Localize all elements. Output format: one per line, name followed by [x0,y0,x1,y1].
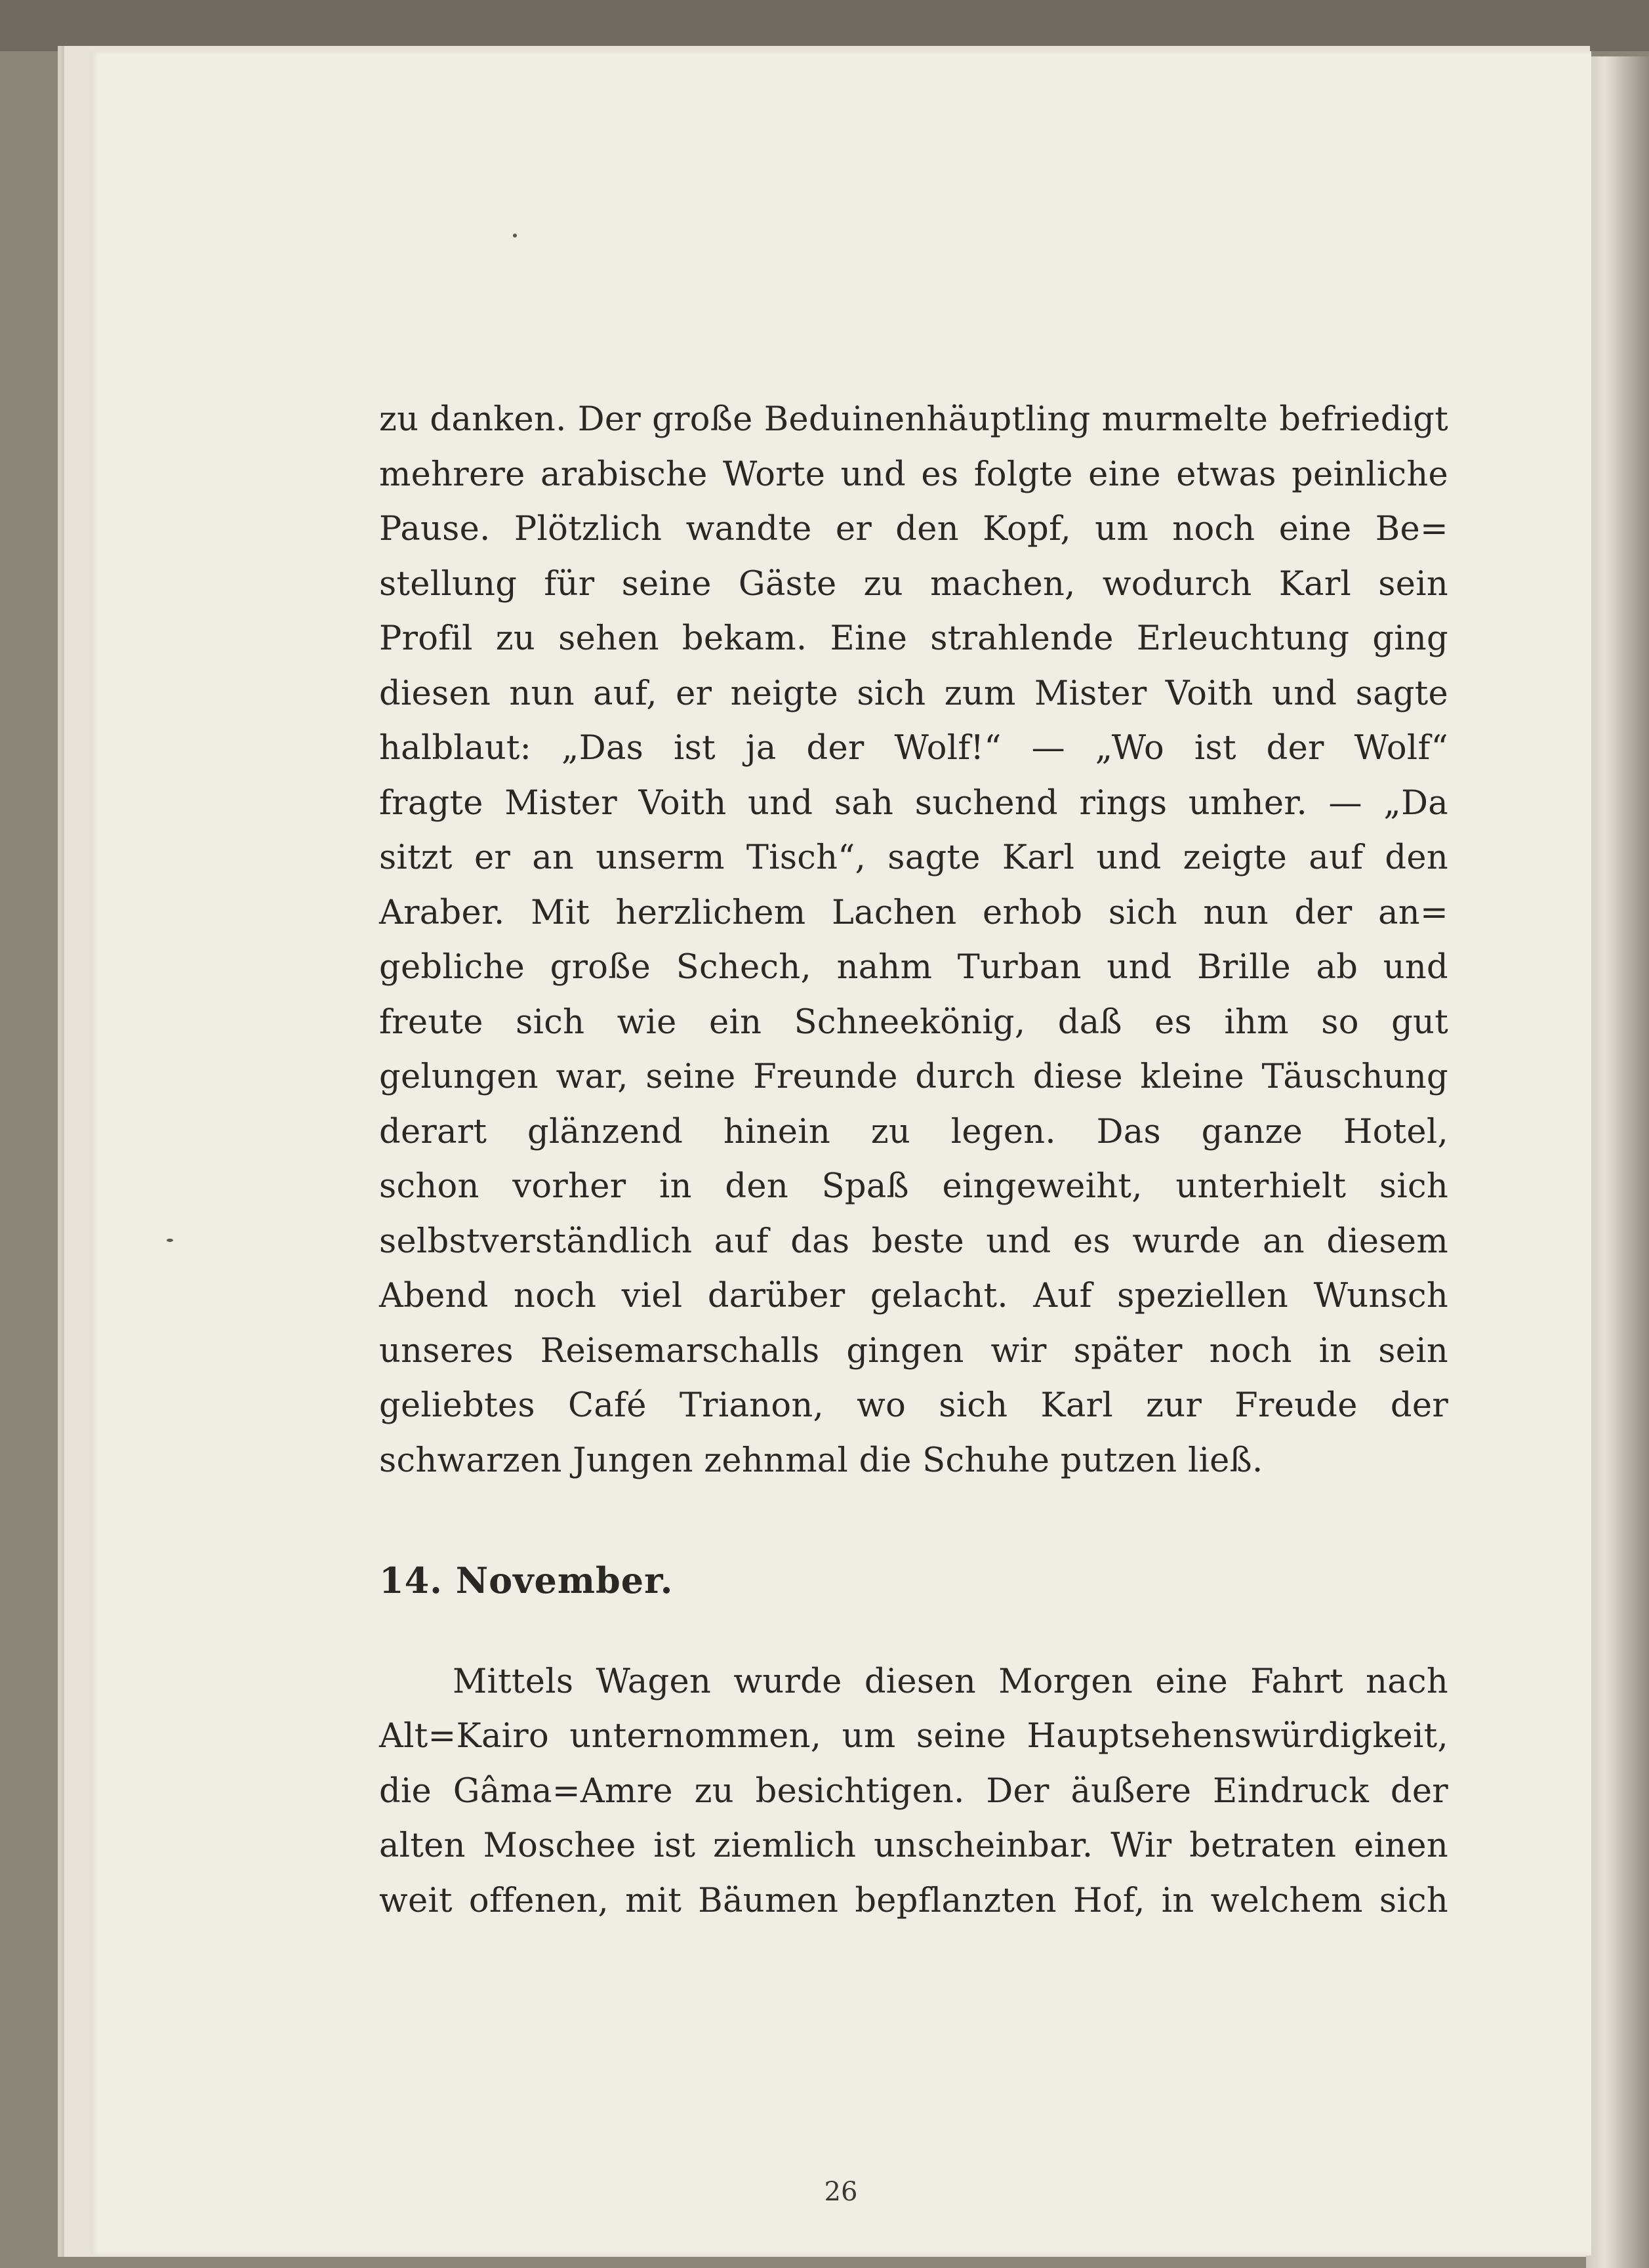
text-line: Araber. Mit herzlichem Lachen erhob sich nun der an= [379,893,1448,932]
paper-speck [167,1239,173,1242]
text-line: weit offenen, mit Bäumen bepflanzten Hof, in welchem sich [379,1881,1448,1920]
text-line: schon vorher in den Spaß eingeweiht, unterhielt sich [379,1167,1448,1206]
text-line: Mittels Wagen wurde diesen Morgen eine Fahrt nach [453,1662,1448,1701]
text-line: unseres Reisemarschalls gingen wir später noch in sein [379,1331,1448,1371]
text-line: alten Moschee ist ziemlich unscheinbar. Wir betraten einen [379,1826,1448,1865]
text-line: geliebtes Café Trianon, wo sich Karl zur Freude der [379,1386,1448,1425]
text-line: fragte Mister Voith und sah suchend rings umher. — „Da [379,783,1448,823]
text-line: gelungen war, seine Freunde durch diese kleine Täuschung [379,1058,1448,1096]
page-number: 26 [824,2177,858,2207]
text-line: halblaut: „Das ist ja der Wolf!“ — „Wo ist der Wolf“ [379,729,1448,768]
book-page [91,51,1591,2256]
text-line: derart glänzend hinein zu legen. Das ganze Hotel, [379,1112,1448,1151]
text-line: schwarzen Jungen zehnmal die Schuhe putzen ließ. [379,1441,1263,1480]
body-text [379,392,1448,1928]
text-line: sitzt er an unserm Tisch“, sagte Karl und zeigte auf den [379,838,1448,877]
text-line: Alt=Kairo unternommen, um seine Hauptsehenswürdigkeit, [379,1717,1448,1756]
text-line: selbstverständlich auf das beste und es wurde an diesem [379,1222,1448,1261]
facing-page-edge [1586,56,1649,2268]
text-line: gebliche große Schech, nahm Turban und Brille ab und [379,948,1448,987]
scan-backdrop [0,0,1649,51]
text-line: die Gâma=Amre zu besichtigen. Der äußere Eindruck der [379,1771,1448,1811]
text-line: diesen nun auf, er neigte sich zum Mister Voith und sagte [379,674,1448,713]
text-line: zu danken. Der große Beduinenhäuptling murmelte befriedigt [379,400,1448,439]
text-line: Pause. Plötzlich wandte er den Kopf, um noch eine Be= [379,510,1448,548]
text-line: stellung für seine Gäste zu machen, wodurch Karl sein [379,564,1448,604]
text-line: Profil zu sehen bekam. Eine strahlende Erleuchtung ging [379,619,1448,658]
text-line: mehrere arabische Worte und es folgte eine etwas peinliche [379,455,1448,494]
section-heading: 14. November. [379,1559,674,1601]
text-line: freute sich wie ein Schneekönig, daß es ihm so gut [379,1002,1448,1042]
text-line: Abend noch viel darüber gelacht. Auf speziellen Wunsch [379,1277,1448,1315]
paper-speck [513,234,517,237]
